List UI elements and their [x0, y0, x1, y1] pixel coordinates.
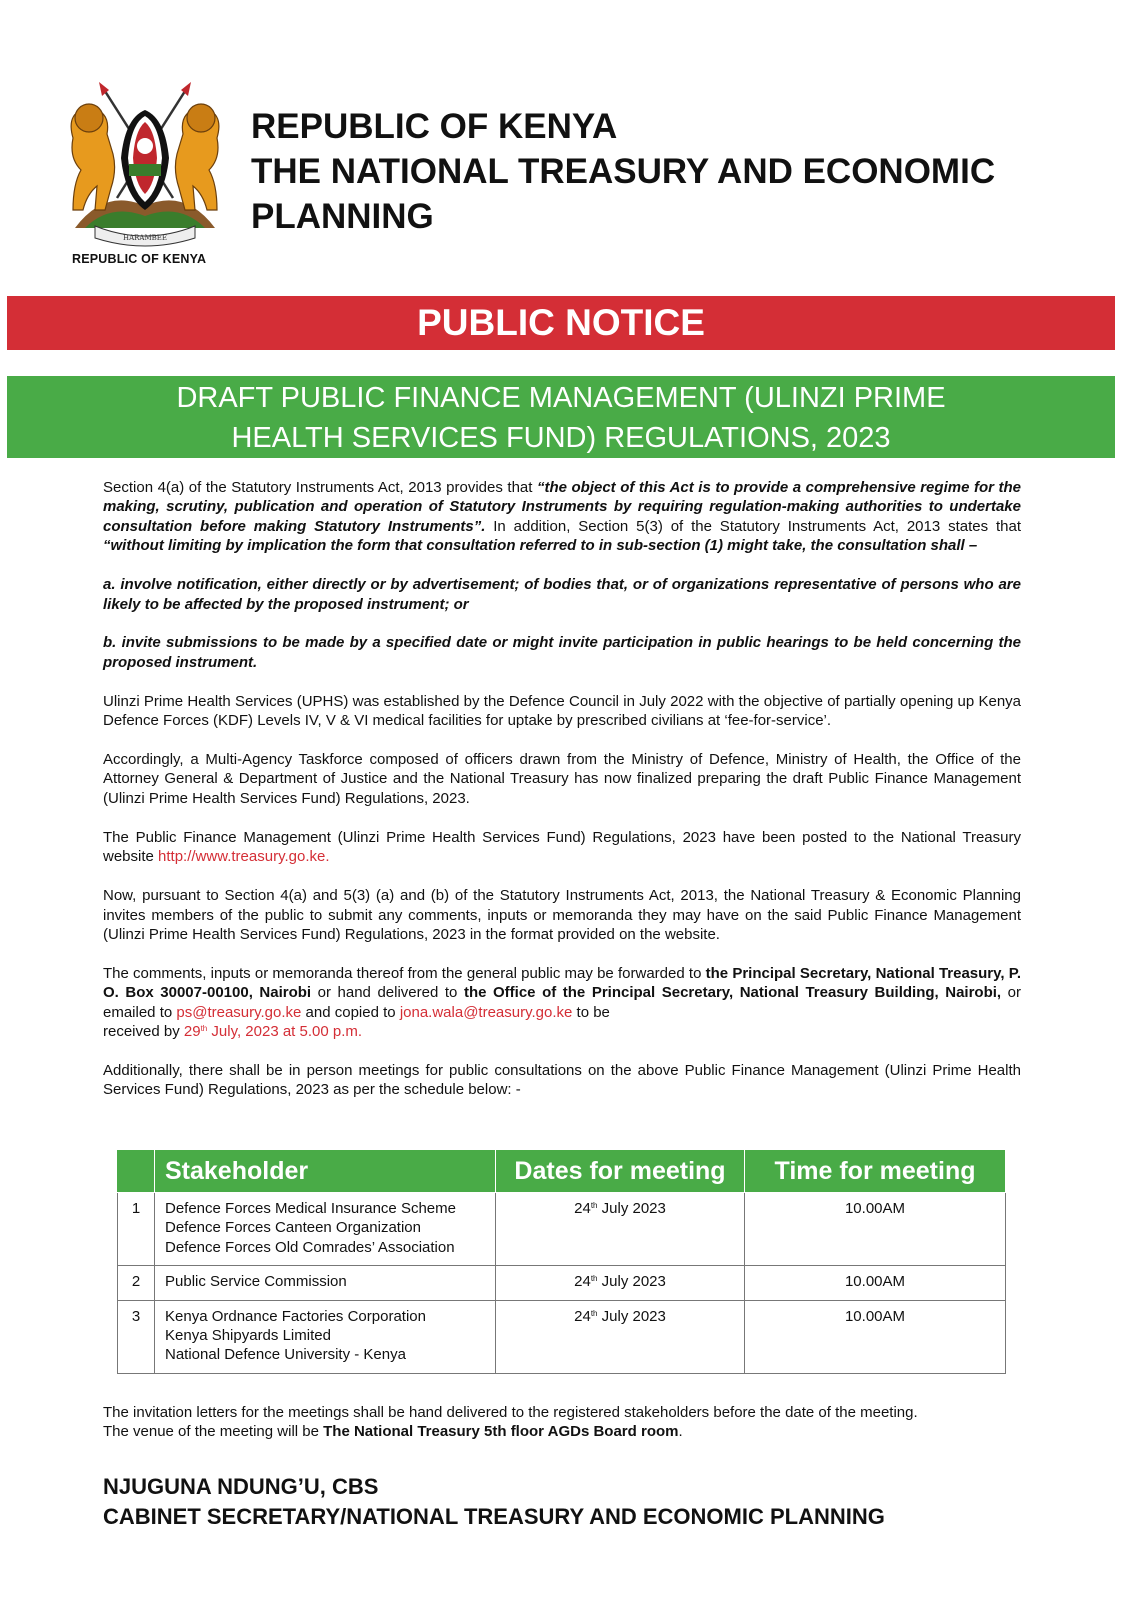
posted-paragraph	[103, 828, 1021, 867]
clause-b: b. invite submissions to be made by a specified date or might invite participation in public hearings to be held concerning the proposed instrument.	[103, 634, 1021, 671]
intro-text: Section 4(a) of the Statutory Instruments Act, 2013 provides that	[103, 479, 537, 496]
table-row	[118, 1266, 1006, 1300]
copy-email-link[interactable]: jona.wala@treasury.go.ke	[399, 1003, 573, 1021]
date-day: 24	[574, 1307, 591, 1325]
comments-paragraph	[103, 964, 1021, 1042]
date-rest: July 2023	[597, 1307, 666, 1325]
intro-text: In addition, Section 5(3) of the Statutory Instruments Act, 2013 states that	[485, 517, 1021, 535]
table-row	[118, 1193, 1006, 1266]
comments-text: The comments, inputs or memoranda thereof from the general public may be forwarded to	[103, 964, 706, 982]
table-header-row	[118, 1150, 1006, 1193]
row-number: 1	[118, 1193, 155, 1266]
invite-paragraph: Now, pursuant to Section 4(a) and 5(3) (a) and (b) of the Statutory Instruments Act, 2013, the National Treasury & Economic Planning invites members of the public to submit any comments, inputs or memoranda they may have on the said Public Finance Management (Ulinzi Prime Health Services Fund) Regulations, 2023 in the format provided on the website.	[103, 887, 1021, 943]
date-day: 24	[574, 1273, 591, 1291]
letterhead	[0, 70, 1123, 280]
subject-line: DRAFT PUBLIC FINANCE MANAGEMENT (ULINZI PRIME	[176, 382, 946, 414]
intro-quote: “without limiting by implication the form that consultation referred to in sub-section (1) might take, the consultation shall –	[103, 537, 978, 555]
date-suffix: th	[590, 1308, 598, 1318]
column-header-dates: Dates for meeting	[496, 1150, 745, 1193]
stakeholder-name: Public Service Commission	[165, 1273, 347, 1291]
signatory-name: NJUGUNA NDUNG’U, CBS	[103, 1474, 379, 1499]
date-cell	[496, 1300, 745, 1373]
deadline-suffix: th	[200, 1024, 208, 1034]
title-line: PLANNING	[251, 197, 434, 236]
stakeholder-cell	[155, 1300, 496, 1373]
meetings-paragraph: Additionally, there shall be in person meetings for public consultations on the above Public Finance Management (Ulinzi Prime Health Services Fund) Regulations, 2023 as per the schedule below: -	[103, 1061, 1021, 1099]
stakeholder-name: National Defence University - Kenya	[165, 1346, 406, 1364]
intro-paragraph	[103, 478, 1021, 556]
clause-a: a. involve notification, either directly or by advertisement; of bodies that, or of organizations representative of persons who are likely to be affected by the proposed instrument; or	[103, 576, 1021, 613]
date-rest: July 2023	[597, 1273, 666, 1291]
comments-text: or hand delivered to	[311, 984, 464, 1002]
treasury-website-link[interactable]: http://www.treasury.go.ke.	[158, 848, 330, 866]
comments-address: the Office of the Principal Secretary, National Treasury Building, Nairobi,	[463, 984, 1002, 1002]
comments-text: received by	[103, 1023, 184, 1041]
notice-body	[103, 478, 1021, 1119]
stakeholder-name: Kenya Ordnance Factories Corporation	[165, 1307, 426, 1325]
signature-block	[103, 1472, 885, 1532]
comments-text: to be	[572, 1003, 610, 1021]
public-notice-banner: PUBLIC NOTICE	[7, 296, 1115, 350]
invitation-note: The invitation letters for the meetings shall be hand delivered to the registered stakeholders before the date of the meeting.	[103, 1404, 918, 1421]
date-day: 24	[574, 1200, 591, 1217]
stakeholder-name: Defence Forces Canteen Organization	[165, 1219, 421, 1237]
kenya-coat-of-arms-icon	[55, 78, 235, 248]
comments-text: or emailed to	[103, 984, 1021, 1021]
intro-quote: “the object of this Act is to provide a comprehensive regime for the making, scrutiny, publication and operation of Statutory Instruments by requiring regulation-making authorities to undertake consultation before making Statutory Instruments”.	[103, 479, 1021, 535]
stakeholder-name: Defence Forces Medical Insurance Scheme	[165, 1200, 456, 1217]
date-suffix: th	[590, 1201, 598, 1210]
venue-text: .	[678, 1423, 683, 1441]
venue-location: The National Treasury 5th floor AGDs Board room	[323, 1423, 679, 1441]
comments-address: the Principal Secretary, National Treasury, P. O. Box 30007-00100, Nairobi	[103, 964, 1021, 1002]
title-line: REPUBLIC OF KENYA	[251, 107, 618, 146]
column-header-number	[118, 1150, 155, 1193]
venue-notes	[103, 1403, 1021, 1442]
row-number: 3	[118, 1300, 155, 1373]
date-rest: July 2023	[597, 1200, 666, 1217]
svg-text:HARAMBEE: HARAMBEE	[122, 234, 168, 242]
column-header-time: Time for meeting	[745, 1150, 1006, 1193]
stakeholder-cell	[155, 1266, 496, 1300]
signatory-title: CABINET SECRETARY/NATIONAL TREASURY AND ECONOMIC PLANNING	[103, 1504, 885, 1529]
venue-note	[103, 1422, 1021, 1441]
ministry-title	[251, 104, 995, 239]
deadline-rest: July, 2023 at 5.00 p.m.	[207, 1023, 363, 1041]
venue-text: The venue of the meeting will be	[103, 1423, 324, 1441]
deadline-day: 29	[183, 1023, 201, 1041]
uphs-paragraph: Ulinzi Prime Health Services (UPHS) was established by the Defence Council in July 2022 with the objective of partially opening up Kenya Defence Forces (KDF) Levels IV, V & VI medical facilities for uptake by prescribed civilians at ‘fee-for-service’.	[103, 692, 1021, 730]
deadline	[184, 1023, 362, 1040]
comments-text: and copied to	[301, 1003, 400, 1021]
posted-text: The Public Finance Management (Ulinzi Prime Health Services Fund) Regulations, 2023 have been posted to the National Treasury website	[103, 828, 1021, 866]
crest-caption: REPUBLIC OF KENYA	[72, 252, 207, 266]
time-cell: 10.00AM	[745, 1266, 1006, 1300]
date-cell	[496, 1266, 745, 1300]
stakeholder-name: Kenya Shipyards Limited	[165, 1327, 331, 1345]
subject-line: HEALTH SERVICES FUND) REGULATIONS, 2023	[231, 422, 891, 454]
row-number: 2	[118, 1266, 155, 1300]
meeting-schedule-table	[117, 1149, 1006, 1374]
taskforce-paragraph: Accordingly, a Multi-Agency Taskforce composed of officers drawn from the Ministry of Defence, Ministry of Health, the Office of the Attorney General & Department of Justice and the National Treasury has now finalized preparing the draft Public Finance Management (Ulinzi Prime Health Services Fund) Regulations, 2023.	[103, 751, 1021, 807]
time-cell: 10.00AM	[745, 1300, 1006, 1373]
date-cell	[496, 1193, 745, 1266]
column-header-stakeholder: Stakeholder	[155, 1150, 496, 1193]
time-cell: 10.00AM	[745, 1193, 1006, 1266]
title-line: THE NATIONAL TREASURY AND ECONOMIC	[251, 152, 996, 191]
table-row	[118, 1300, 1006, 1373]
date-suffix: th	[590, 1274, 598, 1284]
stakeholder-name: Defence Forces Old Comrades’ Association	[165, 1238, 455, 1256]
subject-banner	[7, 376, 1115, 458]
stakeholder-cell	[155, 1193, 496, 1266]
ps-email-link[interactable]: ps@treasury.go.ke	[176, 1003, 302, 1021]
